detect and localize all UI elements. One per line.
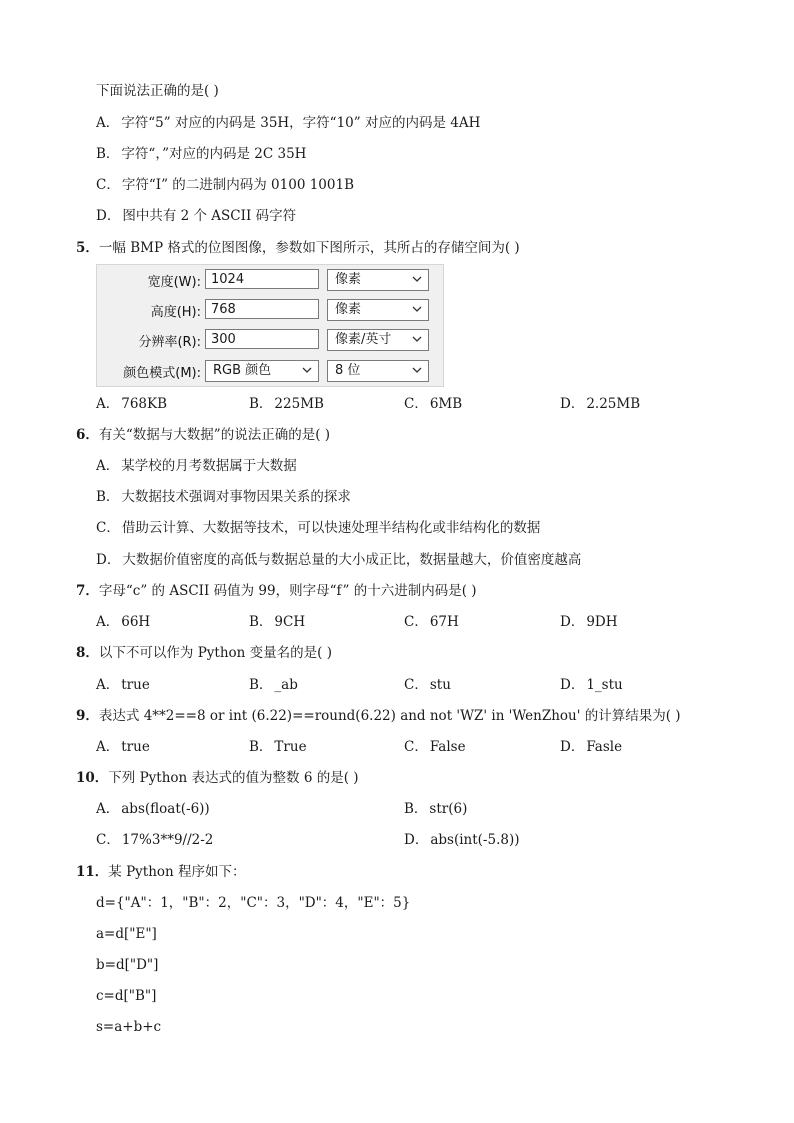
- option-label: B．: [96, 489, 120, 505]
- q4-option-c: [96, 176, 354, 194]
- q6-stem-line: [76, 426, 330, 444]
- q10-option-b: [404, 800, 467, 818]
- bit-depth-select[interactable]: [327, 360, 429, 382]
- code-line: b=d["D"]: [96, 957, 159, 973]
- option-label: B．: [404, 801, 428, 817]
- q10-option-d: [404, 831, 519, 849]
- question-number: 10．: [76, 770, 109, 786]
- q6-option-d: [96, 551, 581, 569]
- option-label: B．: [249, 677, 273, 693]
- q4-stem: 下面说法正确的是( ): [96, 83, 219, 99]
- option-text: 66H: [121, 614, 151, 630]
- q5-option-b: [249, 395, 324, 413]
- option-label: C．: [96, 520, 120, 536]
- q7-option-b: [249, 613, 305, 631]
- option-label: B．: [249, 614, 273, 630]
- q10-option-a: [96, 800, 210, 818]
- height-unit-value: 像素: [335, 302, 362, 317]
- resolution-input[interactable]: 300: [205, 329, 319, 349]
- code-line: c=d["B"]: [96, 988, 157, 1004]
- q5-option-a: [96, 395, 167, 413]
- q9-option-b: [249, 738, 307, 756]
- q10-stem: 下列 Python 表达式的值为整数 6 的是( ): [108, 770, 359, 786]
- resolution-unit-value: 像素/英寸: [335, 332, 392, 347]
- option-label: C．: [404, 396, 428, 412]
- q6-stem: 有关“数据与大数据”的说法正确的是( ): [98, 427, 331, 443]
- height-input[interactable]: 768: [205, 299, 319, 319]
- option-text: 9DH: [586, 614, 618, 630]
- q9-stem-line: [76, 707, 681, 725]
- option-text: true: [121, 677, 150, 693]
- option-label: B．: [249, 739, 273, 755]
- q5-stem: 一幅 BMP 格式的位图图像，参数如下图所示，其所占的存储空间为( ): [98, 240, 520, 256]
- q8-stem: 以下不可以作为 Python 变量名的是( ): [98, 645, 332, 661]
- q4-option-d: [96, 207, 296, 225]
- option-text: 1_stu: [586, 677, 623, 693]
- q8-option-b: [249, 676, 298, 694]
- option-label: A．: [96, 458, 120, 474]
- dialog-row-resolution: [97, 327, 443, 353]
- q5-stem-line: [76, 239, 520, 257]
- q9-option-c: [404, 738, 466, 756]
- option-label: C．: [404, 677, 428, 693]
- option-text: str(6): [429, 801, 468, 817]
- option-text: _ab: [274, 677, 298, 693]
- q6-option-a: [96, 457, 297, 475]
- code-line: d={"A"：1，"B"：2，"C"：3，"D"：4，"E"：5}: [96, 895, 411, 911]
- q8-option-c: [404, 676, 451, 694]
- option-label: A．: [96, 801, 120, 817]
- option-label: A．: [96, 396, 120, 412]
- q7-option-a: [96, 613, 150, 631]
- option-text: abs(int(-5.8)): [430, 832, 520, 848]
- option-text: 225MB: [274, 396, 324, 412]
- option-label: C．: [404, 614, 428, 630]
- q7-option-d: [560, 613, 618, 631]
- q11-stem-line: [76, 863, 246, 881]
- option-text: stu: [429, 677, 451, 693]
- q4-option-b: [96, 145, 306, 163]
- resolution-unit-select[interactable]: [327, 329, 429, 351]
- option-text: 大数据技术强调对事物因果关系的探求: [121, 489, 351, 505]
- width-input[interactable]: 1024: [205, 269, 319, 289]
- width-unit-select[interactable]: [327, 269, 429, 291]
- option-text: 大数据价值密度的高低与数据总量的大小成正比，数据量越大，价值密度越高: [122, 552, 582, 568]
- q8-stem-line: [76, 644, 332, 662]
- option-label: D．: [404, 832, 429, 848]
- q9-option-d: [560, 738, 622, 756]
- option-label: D．: [96, 552, 121, 568]
- option-text: 借助云计算、大数据等技术，可以快速处理半结构化或非结构化的数据: [121, 520, 541, 536]
- q5-option-c: [404, 395, 462, 413]
- question-number: 5．: [76, 240, 99, 256]
- option-label: C．: [96, 177, 120, 193]
- option-text: 字符“I” 的二进制内码为 0100 1001B: [121, 177, 354, 193]
- option-text: 字符“，”对应的内码是 2C 35H: [121, 146, 307, 162]
- width-label: 宽度(W):: [147, 275, 201, 290]
- question-number: 7．: [76, 583, 99, 599]
- option-text: 9CH: [274, 614, 306, 630]
- option-label: D．: [560, 739, 585, 755]
- q10-option-c: [96, 831, 213, 849]
- q6-option-b: [96, 488, 351, 506]
- height-unit-select[interactable]: [327, 299, 429, 321]
- option-text: False: [429, 739, 466, 755]
- q8-option-d: [560, 676, 623, 694]
- width-unit-value: 像素: [335, 272, 362, 287]
- option-text: 768KB: [121, 396, 168, 412]
- q7-stem-line: [76, 582, 477, 600]
- q7-stem: 字母“c” 的 ASCII 码值为 99，则字母“f” 的十六进制内码是( ): [98, 583, 477, 599]
- option-text: 67H: [429, 614, 459, 630]
- q10-stem-line: [76, 769, 359, 787]
- option-label: A．: [96, 739, 120, 755]
- dialog-row-width: [97, 267, 443, 293]
- chevron-down-icon: [412, 274, 422, 284]
- option-text: 6MB: [429, 396, 463, 412]
- q7-option-c: [404, 613, 459, 631]
- image-size-dialog: [96, 264, 444, 387]
- chevron-down-icon: [302, 365, 312, 375]
- option-label: D．: [560, 677, 585, 693]
- question-number: 11．: [76, 864, 109, 880]
- question-number: 8．: [76, 645, 99, 661]
- option-text: 图中共有 2 个 ASCII 码字符: [122, 208, 297, 224]
- option-label: D．: [560, 614, 585, 630]
- option-label: A．: [96, 614, 120, 630]
- option-text: True: [274, 739, 307, 755]
- q6-option-c: [96, 519, 540, 537]
- code-line: s=a+b+c: [96, 1019, 162, 1035]
- q4-option-a: [96, 114, 480, 132]
- option-text: 某学校的月考数据属于大数据: [121, 458, 297, 474]
- option-label: D．: [560, 396, 585, 412]
- option-text: 17%3**9//2-2: [121, 832, 214, 848]
- option-label: B．: [96, 146, 120, 162]
- question-number: 6．: [76, 427, 99, 443]
- chevron-down-icon: [412, 334, 422, 344]
- option-label: C．: [96, 832, 120, 848]
- q11-stem: 某 Python 程序如下：: [108, 864, 246, 880]
- option-label: B．: [249, 396, 273, 412]
- color-mode-value: RGB 颜色: [213, 363, 272, 378]
- option-text: 字符“5” 对应的内码是 35H，字符“10” 对应的内码是 4AH: [121, 115, 481, 131]
- dialog-row-height: [97, 297, 443, 323]
- bit-depth-value: 8 位: [335, 363, 361, 378]
- option-text: Fasle: [586, 739, 623, 755]
- color-mode-label: 颜色模式(M):: [123, 366, 201, 381]
- q5-option-d: [560, 395, 640, 413]
- option-label: A．: [96, 115, 120, 131]
- option-label: A．: [96, 677, 120, 693]
- code-line: a=d["E"]: [96, 926, 157, 942]
- resolution-label: 分辨率(R):: [138, 335, 201, 350]
- chevron-down-icon: [412, 365, 422, 375]
- option-text: abs(float(-6)): [121, 801, 210, 817]
- option-text: 2.25MB: [586, 396, 641, 412]
- chevron-down-icon: [412, 304, 422, 314]
- q9-option-a: [96, 738, 150, 756]
- dialog-row-color-mode: [97, 358, 443, 384]
- question-number: 9．: [76, 708, 99, 724]
- option-label: D．: [96, 208, 121, 224]
- option-label: C．: [404, 739, 428, 755]
- height-label: 高度(H):: [150, 305, 201, 320]
- q8-option-a: [96, 676, 150, 694]
- q9-stem: 表达式 4**2==8 or int (6.22)==round(6.22) and not 'WZ' in 'WenZhou' 的计算结果为( ): [98, 708, 681, 724]
- color-mode-select[interactable]: [205, 360, 319, 382]
- option-text: true: [121, 739, 150, 755]
